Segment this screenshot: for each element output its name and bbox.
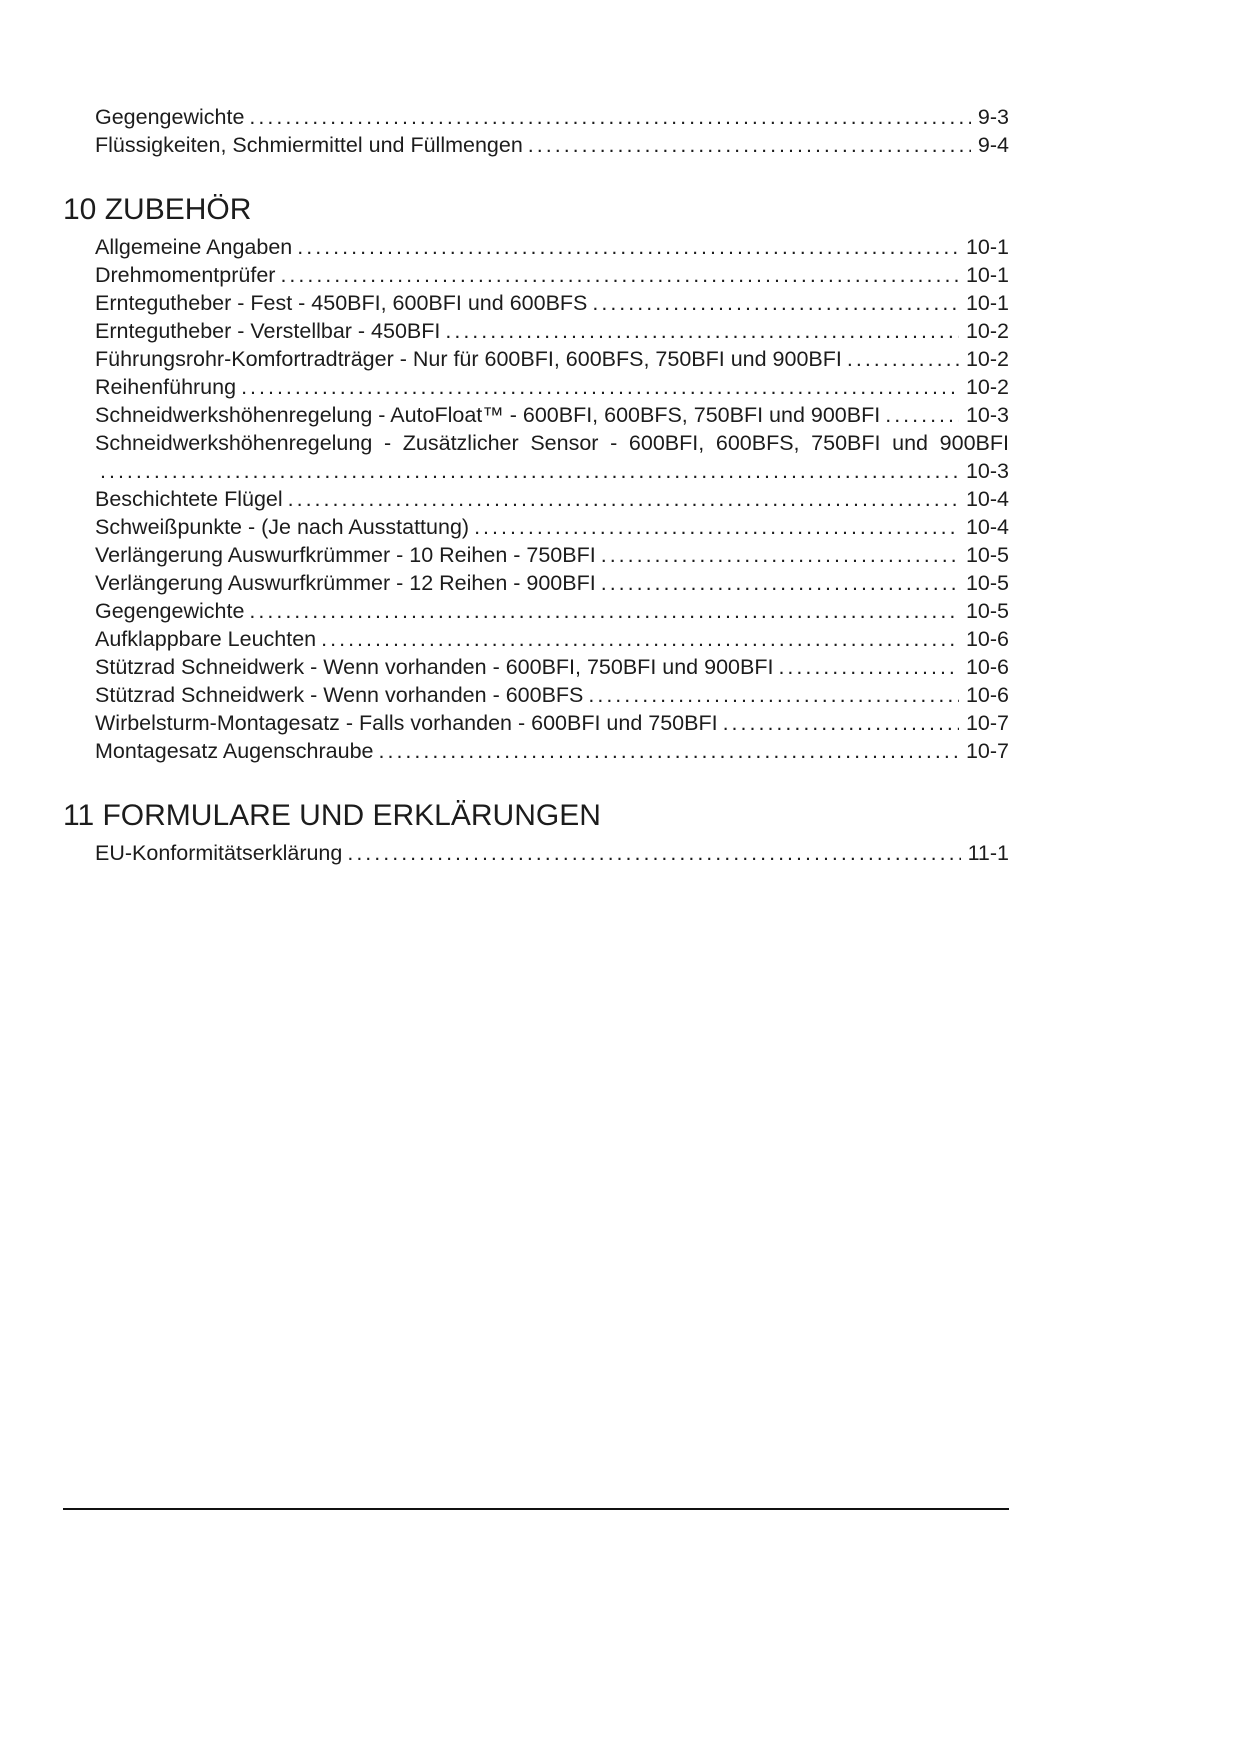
toc-entry xyxy=(63,345,1009,373)
toc-entry xyxy=(63,103,1009,131)
toc-entry-page: 10-2 xyxy=(965,375,1009,399)
toc-entry-title: Aufklappbare Leuchten xyxy=(95,627,317,651)
dot-leader xyxy=(288,485,959,513)
dot-leader xyxy=(592,289,959,317)
toc-entry-title: Führungsrohr-Komfortradträger - Nur für 600BFI, 600BFS, 750BFI und 900BFI xyxy=(95,347,842,371)
toc-entry-title: Beschichtete Flügel xyxy=(95,487,283,511)
toc-entry-title: Allgemeine Angaben xyxy=(95,235,293,259)
toc-entry-page: 10-2 xyxy=(965,319,1009,343)
toc-entry xyxy=(63,541,1009,569)
toc-entry-page: 10-3 xyxy=(965,459,1009,483)
toc-entry-continuation xyxy=(63,457,1009,485)
dot-leader xyxy=(379,737,959,765)
dot-leader xyxy=(601,541,959,569)
toc-entry-page: 10-6 xyxy=(965,627,1009,651)
dot-leader xyxy=(297,233,959,261)
toc-entry-page: 9-4 xyxy=(977,133,1009,157)
toc-entry-page: 10-6 xyxy=(965,683,1009,707)
toc-entry-title: Stützrad Schneidwerk - Wenn vorhanden - 600BFI, 750BFI und 900BFI xyxy=(95,655,774,679)
toc-entry-page: 10-1 xyxy=(965,263,1009,287)
dot-leader xyxy=(445,317,959,345)
toc-entry xyxy=(63,233,1009,261)
toc-entry-page: 10-5 xyxy=(965,543,1009,567)
toc-entry xyxy=(63,653,1009,681)
toc-entry xyxy=(63,289,1009,317)
toc-entry-page: 10-3 xyxy=(965,403,1009,427)
dot-leader xyxy=(588,681,959,709)
toc-entry xyxy=(63,597,1009,625)
dot-leader xyxy=(723,709,959,737)
footer-rule xyxy=(63,1508,1009,1510)
toc-entry xyxy=(63,839,1009,867)
toc-entry-page: 10-7 xyxy=(965,739,1009,763)
toc-entry xyxy=(63,317,1009,345)
dot-leader xyxy=(474,513,959,541)
dot-leader xyxy=(249,103,971,131)
table-of-contents xyxy=(63,103,1009,867)
dot-leader xyxy=(249,597,959,625)
dot-leader xyxy=(885,401,959,429)
toc-entry-title: Verlängerung Auswurfkrümmer - 12 Reihen - 900BFI xyxy=(95,571,596,595)
toc-entry-page: 10-5 xyxy=(965,571,1009,595)
toc-entry-title: Schneidwerkshöhenregelung - Zusätzlicher Sensor - 600BFI, 600BFS, 750BFI und 900BFI xyxy=(95,431,1009,455)
toc-entry-title: Drehmomentprüfer xyxy=(95,263,276,287)
toc-entry xyxy=(63,681,1009,709)
toc-entry-title: Flüssigkeiten, Schmiermittel und Füllmengen xyxy=(95,133,523,157)
toc-entry xyxy=(63,401,1009,429)
toc-entry xyxy=(63,261,1009,289)
toc-entry-page: 10-5 xyxy=(965,599,1009,623)
toc-entry-page: 10-1 xyxy=(965,235,1009,259)
toc-entry-page: 10-4 xyxy=(965,487,1009,511)
toc-entry-page: 11-1 xyxy=(967,841,1009,865)
toc-entry-page: 10-7 xyxy=(965,711,1009,735)
toc-entry xyxy=(63,131,1009,159)
toc-entry-title: Gegengewichte xyxy=(95,105,245,129)
toc-entry-title: Wirbelsturm-Montagesatz - Falls vorhanden - 600BFI und 750BFI xyxy=(95,711,718,735)
toc-entry-title: Montagesatz Augenschraube xyxy=(95,739,374,763)
dot-leader xyxy=(847,345,959,373)
dot-leader xyxy=(280,261,959,289)
section-heading: 10 ZUBEHÖR xyxy=(63,193,252,226)
toc-entry xyxy=(63,485,1009,513)
dot-leader xyxy=(778,653,959,681)
toc-entry-page: 9-3 xyxy=(977,105,1009,129)
toc-entry-title: Schweißpunkte - (Je nach Ausstattung) xyxy=(95,515,470,539)
toc-entry-page: 10-2 xyxy=(965,347,1009,371)
toc-entry xyxy=(63,569,1009,597)
section-heading: 11 FORMULARE UND ERKLÄRUNGEN xyxy=(63,799,601,832)
toc-entry-page: 10-1 xyxy=(965,291,1009,315)
dot-leader xyxy=(321,625,959,653)
dot-leader xyxy=(100,457,959,485)
toc-entry xyxy=(63,709,1009,737)
toc-entry xyxy=(63,737,1009,765)
toc-entry-title: Erntegutheber - Verstellbar - 450BFI xyxy=(95,319,441,343)
dot-leader xyxy=(528,131,971,159)
toc-entry xyxy=(63,513,1009,541)
toc-entry-page: 10-4 xyxy=(965,515,1009,539)
dot-leader xyxy=(601,569,959,597)
toc-entry xyxy=(63,625,1009,653)
toc-entry-title: Verlängerung Auswurfkrümmer - 10 Reihen - 750BFI xyxy=(95,543,596,567)
dot-leader xyxy=(241,373,959,401)
toc-entry-title: Stützrad Schneidwerk - Wenn vorhanden - 600BFS xyxy=(95,683,584,707)
toc-entry xyxy=(63,429,1009,457)
toc-entry-title: Erntegutheber - Fest - 450BFI, 600BFI und 600BFS xyxy=(95,291,588,315)
dot-leader xyxy=(347,839,960,867)
toc-entry-title: Schneidwerkshöhenregelung - AutoFloat™ - 600BFI, 600BFS, 750BFI und 900BFI xyxy=(95,403,881,427)
toc-entry xyxy=(63,373,1009,401)
toc-entry-title: Gegengewichte xyxy=(95,599,245,623)
toc-entry-title: Reihenführung xyxy=(95,375,237,399)
toc-entry-title: EU-Konformitätserklärung xyxy=(95,841,343,865)
toc-entry-page: 10-6 xyxy=(965,655,1009,679)
